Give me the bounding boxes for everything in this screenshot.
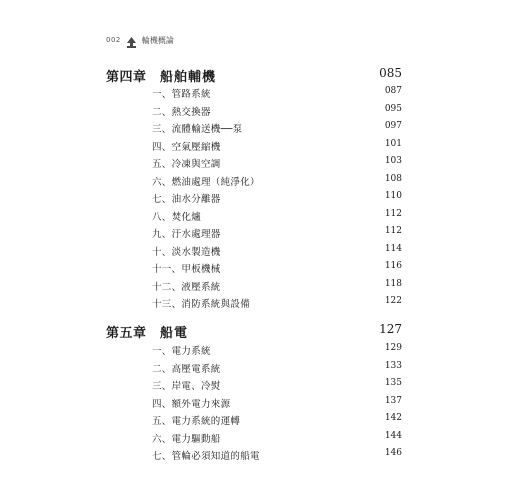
toc-entry — [152, 121, 402, 139]
section-list — [152, 343, 402, 466]
entry-page-number: 118 — [384, 278, 402, 289]
entry-page-number: 112 — [384, 208, 402, 219]
entry-title: 九、汙水處理器 — [152, 229, 221, 240]
toc-entry — [152, 226, 402, 244]
entry-page-number: 133 — [384, 360, 402, 371]
toc-entry — [152, 279, 402, 297]
running-header — [106, 32, 174, 48]
entry-page-number: 144 — [384, 430, 402, 441]
entry-page-number: 137 — [384, 395, 402, 406]
chapter-heading — [106, 66, 402, 86]
entry-page-number: 129 — [384, 343, 402, 353]
entry-title: 五、電力系統的運轉 — [152, 416, 241, 427]
toc-entry — [152, 174, 402, 192]
entry-title: 七、管輪必須知道的船電 — [152, 451, 260, 462]
toc-entry — [152, 104, 402, 122]
entry-title: 七、油水分離器 — [152, 194, 221, 205]
entry-page-number: 110 — [384, 191, 402, 201]
entry-title: 一、電力系統 — [152, 346, 211, 357]
toc-entry — [152, 431, 402, 449]
toc-entry — [152, 191, 402, 209]
entry-title: 十三、消防系統與設備 — [152, 299, 251, 310]
entry-title: 十二、液壓系統 — [152, 281, 221, 293]
toc-entry — [152, 139, 402, 157]
toc-entry — [152, 156, 402, 174]
entry-page-number: 122 — [384, 296, 402, 306]
entry-page-number: 114 — [384, 243, 402, 254]
entry-title: 四、額外電力來源 — [152, 398, 231, 410]
entry-title: 五、冷凍與空調 — [152, 159, 221, 170]
toc-entry — [152, 86, 402, 104]
entry-title: 四、空氣壓縮機 — [152, 141, 221, 153]
entry-title: 三、岸電、冷熨 — [152, 381, 221, 392]
entry-title: 十、淡水製造機 — [152, 246, 221, 258]
toc-entry — [152, 448, 402, 466]
entry-title: 八、焚化爐 — [152, 211, 202, 223]
toc-entry — [152, 343, 402, 361]
chapter-title: 船電 — [160, 326, 189, 341]
entry-title: 三、流體輸送機──泵 — [152, 124, 243, 135]
chapter-title: 船舶輔機 — [160, 70, 217, 85]
entry-page-number: 095 — [384, 103, 402, 114]
chapter-label: 第四章 — [106, 70, 147, 85]
entry-page-number: 101 — [384, 138, 402, 149]
chapter-heading — [106, 322, 402, 342]
toc-entry — [152, 209, 402, 227]
entry-page-number: 103 — [384, 156, 402, 166]
toc-entry — [152, 361, 402, 379]
section-list — [152, 86, 402, 314]
entry-title: 六、電力驅動船 — [152, 433, 221, 445]
entry-page-number: 108 — [384, 173, 402, 184]
toc-entry — [152, 396, 402, 414]
entry-page-number: 142 — [384, 413, 402, 423]
entry-page-number: 097 — [384, 121, 402, 131]
chapter-page-number: 127 — [379, 322, 402, 336]
ship-logo-icon — [125, 34, 138, 47]
entry-page-number: 112 — [384, 226, 402, 236]
entry-title: 六、燃油處理（純淨化） — [152, 176, 260, 188]
page-number: 002 — [106, 36, 121, 44]
chapter-label: 第五章 — [106, 326, 147, 341]
entry-title: 一、管路系統 — [152, 89, 211, 100]
entry-title: 十一、甲板機械 — [152, 264, 221, 275]
book-title: 輪機概論 — [141, 35, 174, 45]
entry-page-number: 087 — [384, 86, 402, 96]
toc-entry — [152, 261, 402, 279]
entry-title: 二、熱交換器 — [152, 106, 211, 118]
entry-page-number: 116 — [384, 261, 402, 271]
entry-page-number: 135 — [384, 378, 402, 388]
toc-entry — [152, 378, 402, 396]
chapter-page-number: 085 — [379, 66, 402, 80]
toc-entry — [152, 244, 402, 262]
entry-title: 二、高壓電系統 — [152, 363, 221, 375]
entry-page-number: 146 — [384, 448, 402, 458]
toc-entry — [152, 413, 402, 431]
toc-entry — [152, 296, 402, 314]
